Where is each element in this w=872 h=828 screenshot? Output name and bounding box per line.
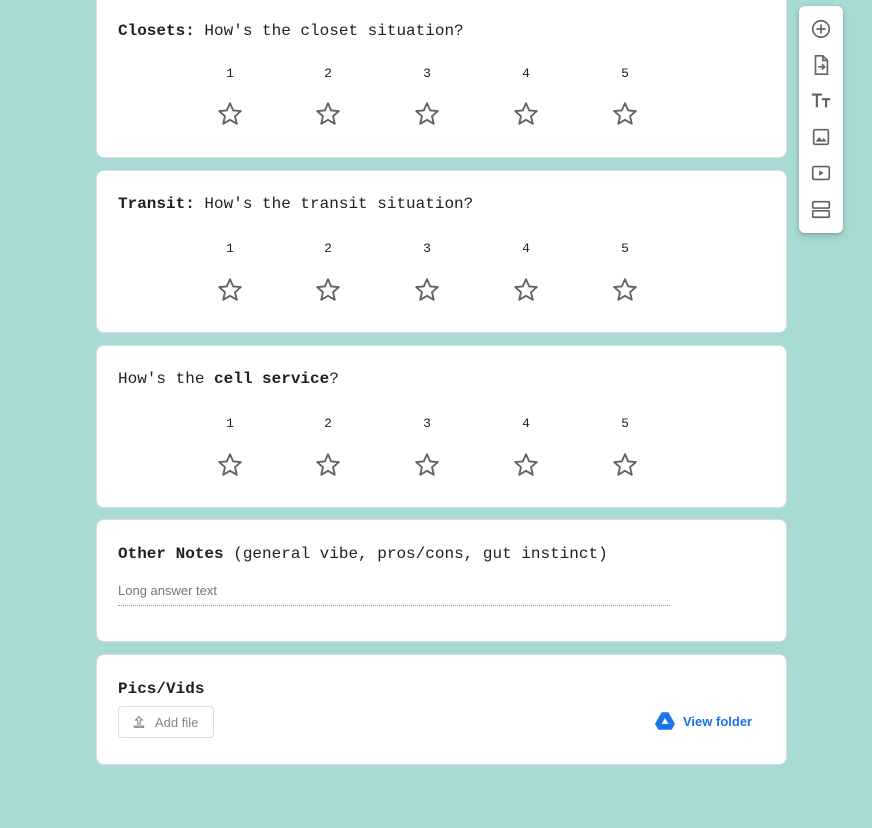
- question-card-other-notes: [96, 519, 787, 642]
- question-card-uploads: [96, 654, 787, 765]
- add-file-button[interactable]: [118, 706, 214, 738]
- question-title: Pics/Vids: [118, 680, 205, 698]
- question-card-cell-service: [96, 345, 787, 508]
- question-card-closets: [96, 0, 787, 158]
- star-rating-1-icon[interactable]: [216, 100, 244, 128]
- scale-label-3: 3: [423, 416, 431, 431]
- question-title: Other Notes (general vibe, pros/cons, gut instinct): [118, 545, 608, 563]
- star-rating-4-icon[interactable]: [512, 276, 540, 304]
- view-folder-label: View folder: [683, 713, 753, 729]
- scale-label-3: 3: [423, 66, 431, 81]
- star-rating-1-icon[interactable]: [216, 451, 244, 479]
- scale-label-4: 4: [522, 241, 530, 256]
- scale-label-1: 1: [226, 66, 234, 81]
- star-rating-1-icon[interactable]: [216, 276, 244, 304]
- star-rating-2-icon[interactable]: [314, 451, 342, 479]
- question-title: Transit: How's the transit situation?: [118, 195, 474, 213]
- star-rating-3-icon[interactable]: [413, 276, 441, 304]
- question-title: How's the cell service?: [118, 370, 339, 388]
- star-rating-5-icon[interactable]: [611, 276, 639, 304]
- view-folder-link[interactable]: [655, 712, 752, 730]
- star-rating-2-icon[interactable]: [314, 276, 342, 304]
- star-rating-4-icon[interactable]: [512, 451, 540, 479]
- scale-label-5: 5: [621, 241, 629, 256]
- question-card-transit: [96, 170, 787, 333]
- scale-label-3: 3: [423, 241, 431, 256]
- long-answer-input[interactable]: Long answer text: [118, 584, 670, 606]
- question-title: Closets: How's the closet situation?: [118, 22, 464, 40]
- upload-icon: [131, 714, 147, 730]
- add-video-icon[interactable]: [810, 162, 832, 184]
- star-rating-5-icon[interactable]: [611, 100, 639, 128]
- star-rating-5-icon[interactable]: [611, 451, 639, 479]
- scale-label-5: 5: [621, 66, 629, 81]
- scale-label-4: 4: [522, 416, 530, 431]
- scale-label-1: 1: [226, 241, 234, 256]
- floating-toolbar: [799, 6, 843, 233]
- scale-label-2: 2: [324, 66, 332, 81]
- scale-label-1: 1: [226, 416, 234, 431]
- add-section-icon[interactable]: [810, 198, 832, 220]
- star-rating-2-icon[interactable]: [314, 100, 342, 128]
- import-questions-icon[interactable]: [810, 54, 832, 76]
- google-drive-icon: [655, 712, 675, 730]
- scale-label-2: 2: [324, 241, 332, 256]
- scale-label-5: 5: [621, 416, 629, 431]
- scale-label-4: 4: [522, 66, 530, 81]
- add-title-icon[interactable]: [810, 90, 832, 112]
- scale-label-2: 2: [324, 416, 332, 431]
- add-image-icon[interactable]: [810, 126, 832, 148]
- add-file-label: Add file: [155, 714, 199, 730]
- star-rating-3-icon[interactable]: [413, 100, 441, 128]
- add-question-icon[interactable]: [810, 18, 832, 40]
- star-rating-3-icon[interactable]: [413, 451, 441, 479]
- star-rating-4-icon[interactable]: [512, 100, 540, 128]
